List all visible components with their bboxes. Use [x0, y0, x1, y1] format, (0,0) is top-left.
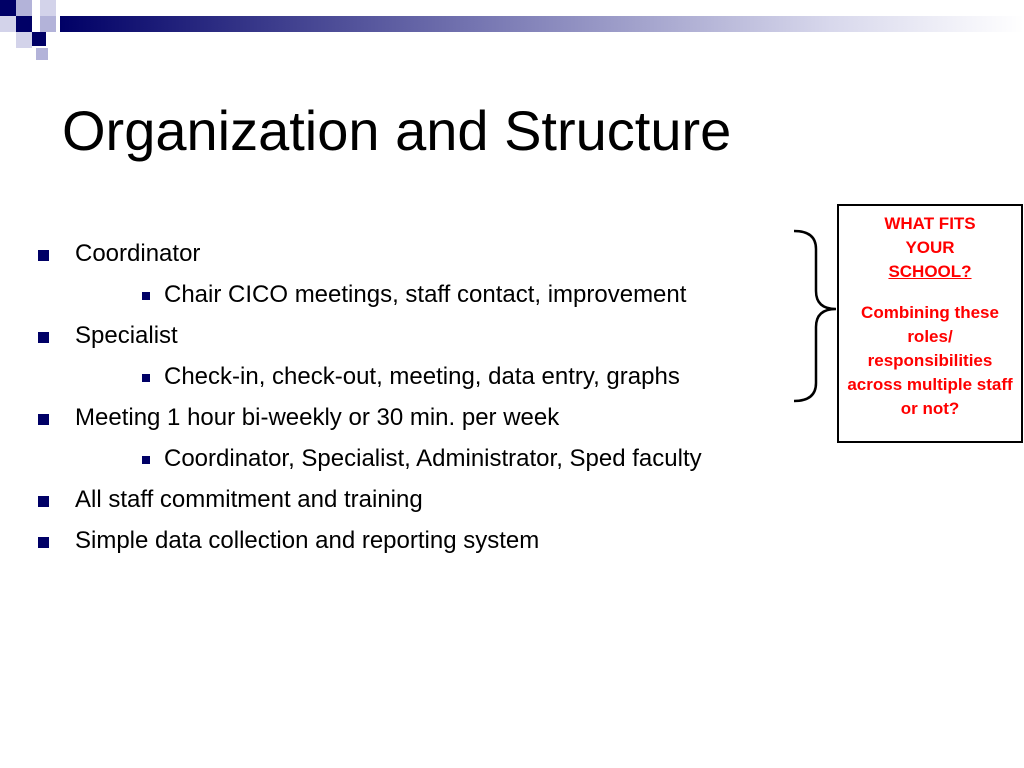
slide-title: Organization and Structure — [62, 99, 732, 162]
sub-bullet-item — [0, 277, 820, 318]
sub-bullet-item — [0, 441, 820, 482]
bullet-item — [0, 400, 820, 441]
corner-decoration — [0, 0, 1024, 70]
callout-note: Combining these roles/ responsibilities across multiple staff or not? — [847, 303, 1013, 418]
bullet-list — [0, 236, 820, 564]
bullet-text: Meeting 1 hour bi-weekly or 30 min. per week — [75, 404, 560, 431]
bullet-text: Simple data collection and reporting system — [75, 527, 540, 554]
callout-heading-line2: YOUR — [905, 238, 955, 257]
callout-box — [837, 204, 1023, 443]
sub-bullet-text: Chair CICO meetings, staff contact, improvement — [164, 281, 687, 308]
bullet-text: Coordinator — [75, 240, 201, 267]
square-bullet-icon — [38, 414, 49, 425]
bullet-item — [0, 318, 820, 359]
sub-bullet-text: Coordinator, Specialist, Administrator, Sped faculty — [164, 445, 702, 472]
bullet-item — [0, 236, 820, 277]
square-bullet-icon — [142, 292, 150, 300]
bullet-item — [0, 482, 820, 523]
square-bullet-icon — [38, 537, 49, 548]
bullet-item — [0, 523, 820, 564]
sub-bullet-item — [0, 359, 820, 400]
square-bullet-icon — [38, 250, 49, 261]
square-bullet-icon — [142, 456, 150, 464]
square-bullet-icon — [38, 496, 49, 507]
bullet-text: Specialist — [75, 322, 178, 349]
square-bullet-icon — [142, 374, 150, 382]
callout-heading-line3: SCHOOL? — [888, 262, 972, 281]
square-bullet-icon — [38, 332, 49, 343]
sub-bullet-text: Check-in, check-out, meeting, data entry, graphs — [164, 363, 680, 390]
bullet-text: All staff commitment and training — [75, 486, 423, 513]
callout-heading-line1: WHAT FITS — [884, 214, 976, 233]
